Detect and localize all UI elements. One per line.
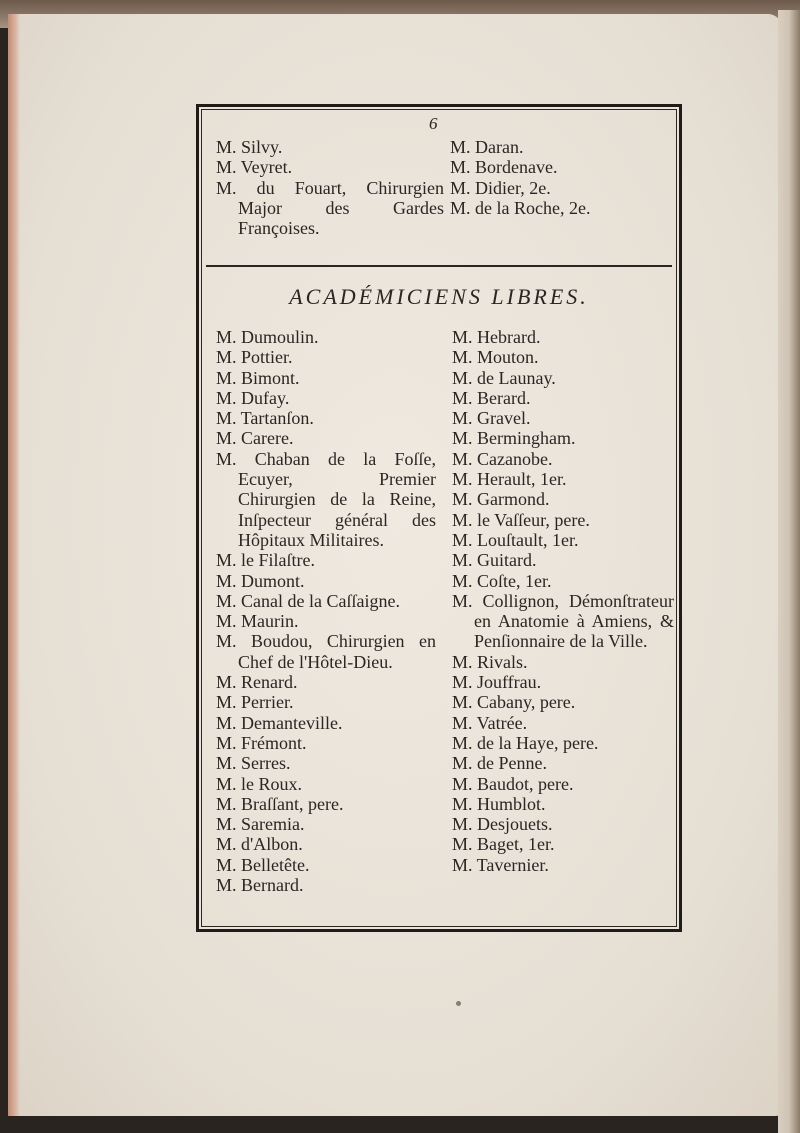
left-member-list — [216, 327, 436, 895]
list-entry: M. Canal de la Caſſaigne. — [216, 590, 400, 611]
list-entry: M. Didier, 2e. — [450, 177, 551, 198]
list-entry: M. de Launay. — [452, 367, 556, 388]
list-entry: M. Pottier. — [216, 347, 293, 368]
list-entry: M. Veyret. — [216, 157, 293, 178]
list-entry: M. Bermingham. — [452, 428, 576, 449]
list-entry: M. du Fouart, Chirurgien Major des Gardes Françoises. — [216, 177, 444, 239]
list-entry: M. Silvy. — [216, 137, 283, 157]
list-entry: M. Cabany, pere. — [452, 692, 576, 713]
list-entry: M. Daran. — [450, 137, 524, 157]
top-right-list — [450, 137, 670, 218]
list-entry: M. Carere. — [216, 428, 294, 449]
list-entry: M. d'Albon. — [216, 834, 303, 855]
list-entry: M. Bimont. — [216, 367, 300, 388]
list-entry: M. Tavernier. — [452, 854, 549, 875]
list-entry: M. Frémont. — [216, 732, 307, 753]
list-entry: M. Vatrée. — [452, 712, 528, 733]
paper-left-edge — [8, 14, 20, 1116]
list-entry: M. Renard. — [216, 672, 298, 693]
top-left-list — [216, 137, 444, 238]
list-entry: M. Perrier. — [216, 692, 294, 713]
list-entry: M. Coſte, 1er. — [452, 570, 552, 591]
list-entry: M. Dufay. — [216, 387, 290, 408]
list-entry: M. Collignon, Démonſtrateur en Anatomie à Amiens, & Penſionnaire de la Ville. — [452, 590, 674, 652]
list-entry: M. de Penne. — [452, 753, 547, 774]
list-entry: M. Bordenave. — [450, 157, 558, 178]
list-entry: M. Maurin. — [216, 611, 299, 632]
list-entry: M. Humblot. — [452, 793, 546, 814]
list-entry: M. le Roux. — [216, 773, 303, 794]
list-entry: M. Garmond. — [452, 489, 550, 510]
list-entry: M. Rivals. — [452, 651, 528, 672]
section-divider — [206, 265, 672, 267]
list-entry: M. le Filaſtre. — [216, 550, 315, 571]
list-entry: M. Cazanobe. — [452, 448, 553, 469]
list-entry: M. Tartanſon. — [216, 408, 314, 429]
list-entry: M. Baget, 1er. — [452, 834, 555, 855]
list-entry: M. Boudou, Chirurgien en Chef de l'Hôtel-Dieu. — [216, 631, 436, 672]
list-entry: M. Bernard. — [216, 875, 304, 896]
list-entry: M. Braſſant, pere. — [216, 793, 344, 814]
list-entry: M. Baudot, pere. — [452, 773, 574, 794]
list-entry: M. Saremia. — [216, 814, 305, 835]
right-member-list — [452, 327, 674, 875]
list-entry: M. de la Haye, pere. — [452, 732, 599, 753]
paper-blemish — [456, 1001, 461, 1006]
list-entry: M. Mouton. — [452, 347, 539, 368]
list-entry: M. Gravel. — [452, 408, 531, 429]
list-entry: M. Belletête. — [216, 854, 310, 875]
list-entry: M. Herault, 1er. — [452, 469, 567, 490]
list-entry: M. le Vaſſeur, pere. — [452, 509, 590, 530]
section-title: ACADÉMICIENS LIBRES. — [289, 284, 589, 309]
list-entry: M. Berard. — [452, 387, 531, 408]
list-entry: M. Chaban de la Foſſe, Ecuyer, Premier Chirurgien de la Reine, Inſpecteur général des Hôpitaux Militaires. — [216, 448, 436, 550]
list-entry: M. Guitard. — [452, 550, 537, 571]
list-entry: M. Hebrard. — [452, 327, 541, 347]
page-number: 6 — [429, 114, 438, 133]
list-entry: M. Jouffrau. — [452, 672, 542, 693]
list-entry: M. Louſtault, 1er. — [452, 529, 579, 550]
list-entry: M. Dumoulin. — [216, 327, 319, 347]
list-entry: M. Desjouets. — [452, 814, 553, 835]
list-entry: M. Dumont. — [216, 570, 305, 591]
list-entry: M. de la Roche, 2e. — [450, 197, 591, 218]
list-entry: M. Serres. — [216, 753, 291, 774]
next-page-edge — [778, 10, 800, 1133]
list-entry: M. Demanteville. — [216, 712, 343, 733]
